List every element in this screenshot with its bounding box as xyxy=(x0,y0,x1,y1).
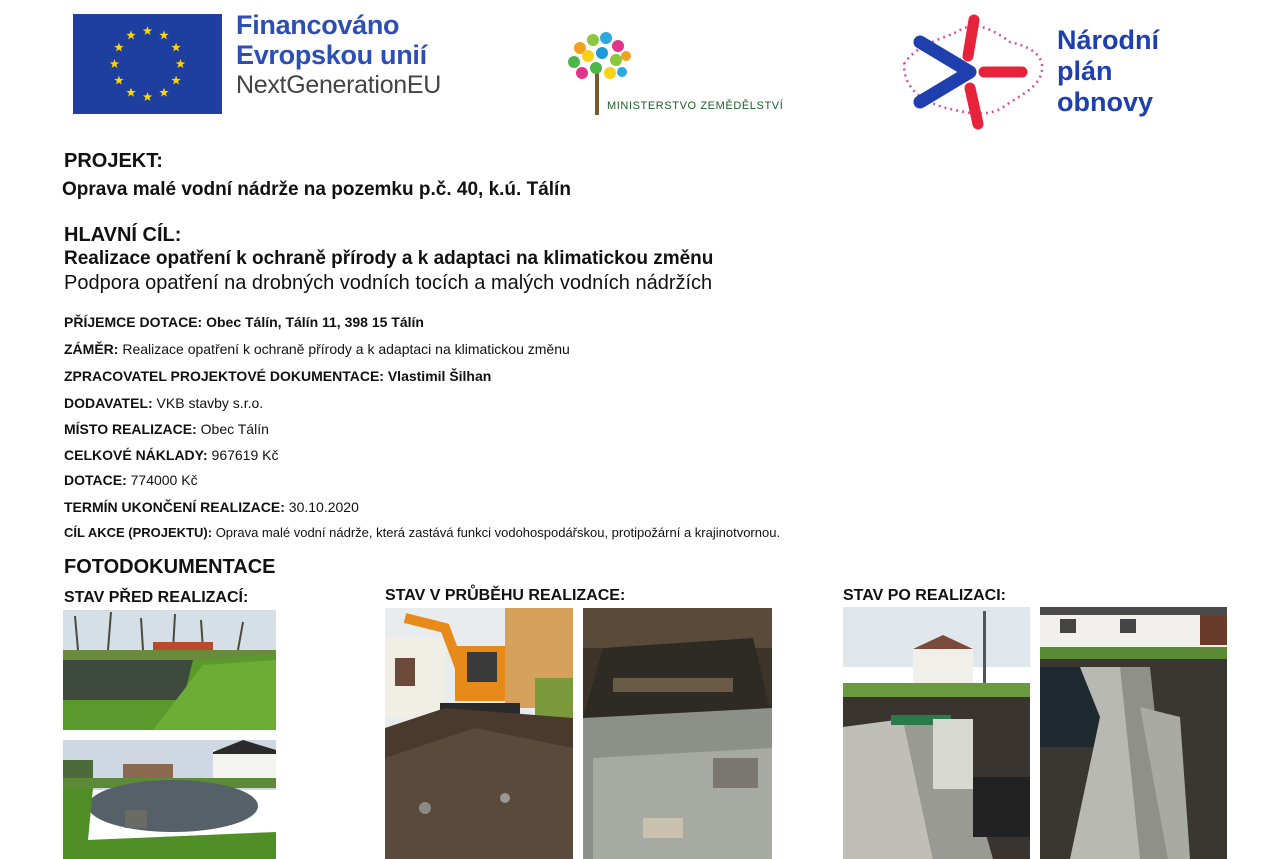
info-row xyxy=(64,395,263,411)
info-row xyxy=(64,421,269,437)
photo-after-spillway xyxy=(843,607,1030,859)
goal-line-1: Realizace opatření k ochraně přírody a k adaptaci na klimatickou změnu xyxy=(64,248,714,269)
info-label: ZÁMĚR: xyxy=(64,341,119,357)
info-label: DODAVATEL: xyxy=(64,395,153,411)
photo-after-channel xyxy=(1040,607,1227,859)
ministry-tree-logo xyxy=(560,28,790,128)
info-label: MÍSTO REALIZACE: xyxy=(64,421,197,437)
info-label: CÍL AKCE (PROJEKTU): xyxy=(64,525,213,540)
info-value: VKB stavby s.r.o. xyxy=(156,395,264,411)
info-value: 967619 Kč xyxy=(211,447,279,463)
eu-line-3: NextGenerationEU xyxy=(236,71,442,99)
photo-during-excavator xyxy=(385,608,573,859)
photo-documentation-title: FOTODOKUMENTACE xyxy=(64,556,276,578)
photo-before-2 xyxy=(63,740,276,859)
project-name: Oprava malé vodní nádrže na pozemku p.č. 40, k.ú. Tálín xyxy=(62,179,571,200)
photo-before-1 xyxy=(63,610,276,730)
eu-funding-text xyxy=(236,10,441,100)
goal-label: HLAVNÍ CÍL: xyxy=(64,224,182,246)
info-value: 30.10.2020 xyxy=(288,499,359,515)
eu-line-2: Evropskou unií xyxy=(236,40,427,70)
info-row xyxy=(64,499,359,515)
info-value: Realizace opatření k ochraně přírody a k adaptaci na klimatickou změnu xyxy=(122,341,570,357)
info-value: Oprava malé vodní nádrže, která zastává funkci vodohospodářskou, protipožární a krajinotvornou. xyxy=(215,525,781,540)
info-value: Vlastimil Šilhan xyxy=(387,368,492,384)
ministry-label: MINISTERSTVO ZEMĚDĚLSTVÍ xyxy=(607,100,784,112)
before-label: STAV PŘED REALIZACÍ: xyxy=(64,589,249,606)
npo-line-1: Národní xyxy=(1057,25,1160,55)
info-row xyxy=(64,368,491,384)
info-row xyxy=(64,472,198,488)
info-label: PŘÍJEMCE DOTACE: xyxy=(64,314,203,330)
photo-during-pit xyxy=(583,608,772,859)
during-label: STAV V PRŮBĚHU REALIZACE: xyxy=(385,587,626,604)
info-row xyxy=(64,341,570,357)
goal-line-2: Podpora opatření na drobných vodních tocích a malých vodních nádržích xyxy=(64,272,713,294)
npo-logo-icon xyxy=(898,12,1048,134)
info-row xyxy=(64,314,424,330)
project-label: PROJEKT: xyxy=(64,150,163,172)
eu-flag-icon xyxy=(73,14,222,114)
info-value: Obec Tálín xyxy=(200,421,269,437)
npo-text xyxy=(1057,25,1159,118)
eu-line-1: Financováno xyxy=(236,10,400,40)
info-label: ZPRACOVATEL PROJEKTOVÉ DOKUMENTACE: xyxy=(64,368,384,384)
after-label: STAV PO REALIZACI: xyxy=(843,587,1006,604)
info-row xyxy=(64,525,780,540)
info-row xyxy=(64,447,278,463)
info-value: 774000 Kč xyxy=(130,472,198,488)
npo-line-2: plán xyxy=(1057,56,1113,86)
info-label: DOTACE: xyxy=(64,472,127,488)
info-value: Obec Tálín, Tálín 11, 398 15 Tálín xyxy=(206,314,424,330)
npo-line-3: obnovy xyxy=(1057,87,1154,117)
info-label: CELKOVÉ NÁKLADY: xyxy=(64,447,208,463)
info-label: TERMÍN UKONČENÍ REALIZACE: xyxy=(64,499,285,515)
